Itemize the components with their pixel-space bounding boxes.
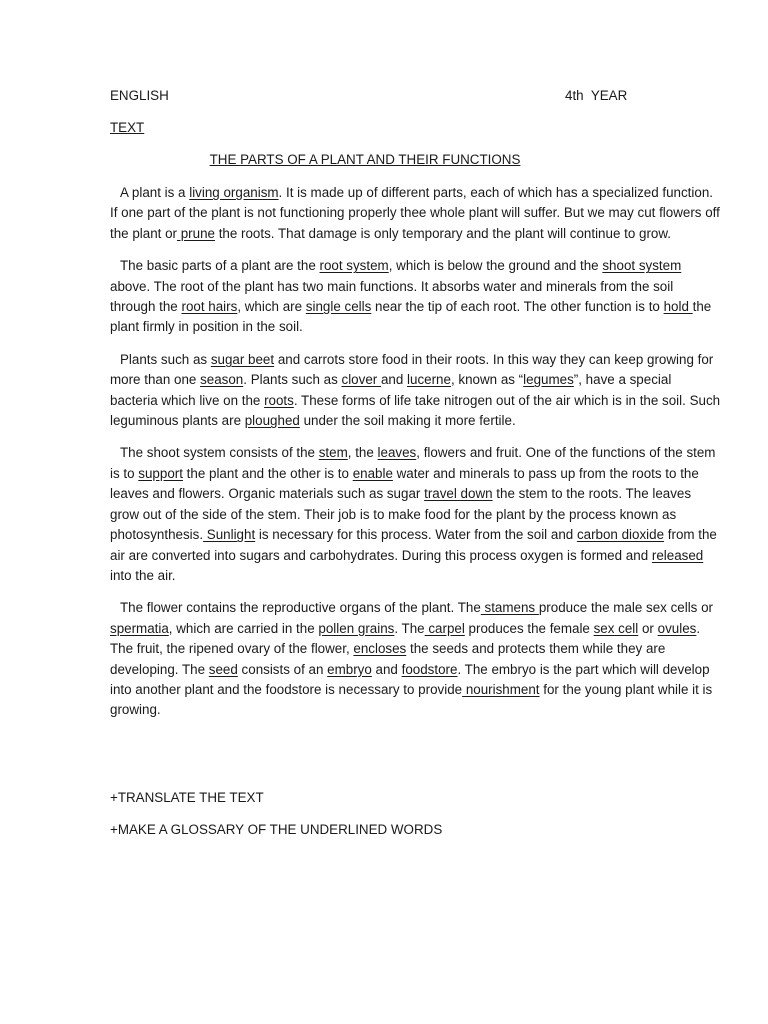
underlined-term: root system <box>319 258 389 274</box>
text-run: and <box>371 661 402 677</box>
text-run: , which are <box>237 299 306 315</box>
section-label: TEXT <box>110 120 145 135</box>
underlined-term: clover <box>341 372 381 388</box>
text-run: . These forms of life take nitrogen out of the air which is in the soil. Such leguminous plants are <box>110 392 721 429</box>
text-run: , which is below the ground and the <box>388 258 603 274</box>
paragraph-1 <box>110 183 722 244</box>
text-run: the seeds and protects them while they are developing. The <box>110 641 666 677</box>
text-run: The shoot system consists of the <box>120 445 319 461</box>
text-run: from the air are converted into sugars and carbohydrates. During this process oxygen is formed and <box>110 527 717 563</box>
text-run: near the tip of each root. The other function is to <box>371 299 664 315</box>
underlined-term: encloses <box>353 641 407 657</box>
document-title: THE PARTS OF A PLANT AND THEIR FUNCTIONS <box>209 152 521 167</box>
text-run: , which are carried in the <box>168 620 319 636</box>
text-run: The basic parts of a plant are the <box>120 258 320 274</box>
text-run: and carrots store food in their roots. In this way they can keep growing for more than one <box>110 351 714 388</box>
underlined-term: pollen grains <box>318 620 395 636</box>
text-run: the plant and the other is to <box>182 465 353 481</box>
text-run: , the <box>347 445 378 461</box>
underlined-term: stamens <box>480 600 539 616</box>
text-run: . It is made up of different parts, each of which has a specialized function. If one part of the plant is not functioning properly thee whole plant will suffer. But we may cut flowers off the plant or <box>110 185 720 241</box>
text-run: . The <box>394 620 425 636</box>
underlined-term: stem <box>318 445 348 461</box>
underlined-term: released <box>651 547 704 563</box>
text-run: is necessary for this process. Water from the soil and <box>255 527 577 543</box>
year-label: 4th YEAR <box>565 88 628 103</box>
text-run: above. The root of the plant has two main functions. It absorbs water and minerals from the soil through the <box>110 278 674 315</box>
text-run: into the air. <box>110 567 176 583</box>
underlined-term: seed <box>208 661 238 677</box>
underlined-term: prune <box>177 225 215 241</box>
text-run: water and minerals to pass up from the roots to the leaves and flowers. Organic materials such as sugar <box>110 465 699 502</box>
text-run: the roots. That damage is only temporary and the plant will continue to grow. <box>214 225 672 241</box>
paragraph-2 <box>110 256 722 338</box>
underlined-term: legumes <box>523 372 574 388</box>
text-run: produces the female <box>464 620 594 636</box>
text-run: . Plants such as <box>243 372 342 388</box>
subject-label: ENGLISH <box>110 88 169 103</box>
paragraph-5 <box>110 598 722 720</box>
text-run: The flower contains the reproductive organs of the plant. The <box>120 600 481 616</box>
underlined-term: leaves <box>377 445 417 461</box>
text-run: under the soil making it more fertile. <box>299 413 516 429</box>
text-run: , known as “ <box>450 372 524 388</box>
underlined-term: hold <box>663 299 693 315</box>
underlined-term: root hairs <box>181 299 238 315</box>
underlined-term: enable <box>352 465 393 481</box>
underlined-term: carpel <box>424 620 465 636</box>
text-run: consists of an <box>237 661 328 677</box>
underlined-term: single cells <box>305 299 372 315</box>
text-run: for the young plant while it is growing. <box>110 681 713 718</box>
underlined-term: travel down <box>424 486 493 502</box>
body-text <box>110 183 722 733</box>
instruction-translate: +TRANSLATE THE TEXT <box>110 790 264 805</box>
underlined-term: nourishment <box>462 681 540 697</box>
underlined-term: support <box>138 465 183 481</box>
text-run: Plants such as <box>120 351 211 367</box>
underlined-term: season <box>200 372 244 388</box>
underlined-term: carbon dioxide <box>576 527 665 543</box>
text-run: ”, have a special bacteria which live on the <box>110 372 672 408</box>
text-run: . The fruit, the ripened ovary of the flower, <box>110 620 701 657</box>
text-run: , flowers and fruit. One of the functions of the stem is to <box>110 445 716 481</box>
text-run: the plant firmly in position in the soil. <box>110 299 712 335</box>
instructions <box>110 789 442 853</box>
underlined-term: shoot system <box>602 258 682 274</box>
underlined-term: sugar beet <box>210 351 275 367</box>
paragraph-4 <box>110 443 722 586</box>
underlined-term: living organism <box>189 185 279 200</box>
text-run: . The embryo is the part which will develop into another plant and the foodstore is necessary to provide <box>110 661 710 697</box>
underlined-term: roots <box>264 392 294 408</box>
text-run: the stem to the roots. The leaves grow out of the side of the stem. Their job is to make food for the plant by the process known as photosynthesis. <box>110 486 692 543</box>
text-run: A plant is a <box>120 185 190 200</box>
underlined-term: foodstore <box>401 661 458 677</box>
text-run: produce the male sex cells or <box>538 600 714 616</box>
paragraph-3 <box>110 350 722 432</box>
underlined-term: spermatia <box>110 620 169 636</box>
underlined-term: ploughed <box>244 413 300 429</box>
underlined-term: lucerne <box>407 372 451 388</box>
underlined-term: Sunlight <box>203 527 256 543</box>
underlined-term: ovules <box>657 620 697 636</box>
text-run: or <box>638 620 658 636</box>
underlined-term: embryo <box>327 661 372 677</box>
instruction-glossary: +MAKE A GLOSSARY OF THE UNDERLINED WORDS <box>110 822 443 837</box>
header-row <box>110 87 630 105</box>
underlined-term: sex cell <box>593 620 639 636</box>
text-run: and <box>380 372 408 388</box>
